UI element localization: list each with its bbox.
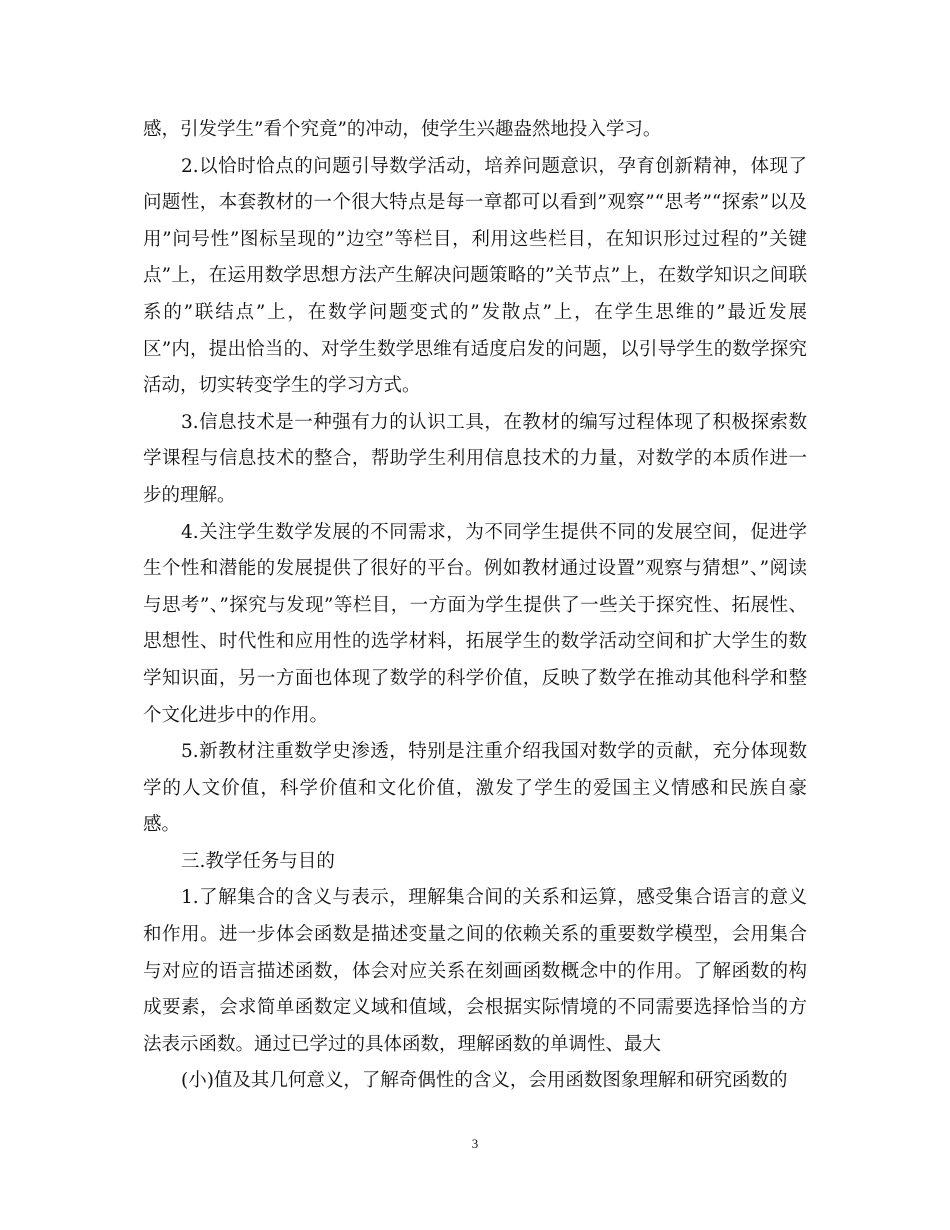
paragraph-item-5: 5.新教材注重数学史渗透，特别是注重介绍我国对数学的贡献，充分体现数学的人文价值，科学价值和文化价值，激发了学生的爱国主义情感和民族自豪感。: [143, 741, 807, 836]
page-body: [143, 112, 807, 1100]
paragraph-item-2: 2.以恰时恰点的问题引导数学活动，培养问题意识，孕育创新精神，体现了问题性，本套教材的一个很大特点是每一章都可以看到”观察”“思考”“探索”以及用”问号性”图标呈现的”边空”等栏目，利用这些栏目，在知识形过过程的”关键点”上，在运用数学思想方法产生解决问题策略的”关节点”上，在数学知识之间联系的”联结点”上，在数学问题变式的”发散点”上，在学生思维的”最近发展区”内，提出恰当的、对学生数学思维有适度启发的问题，以引导学生的数学探究活动，切实转变学生的学习方式。: [143, 155, 807, 397]
paragraph-item-3: 3.信息技术是一种强有力的认识工具，在教材的编写过程体现了积极探索数学课程与信息技术的整合，帮助学生利用信息技术的力量，对数学的本质作进一步的理解。: [143, 411, 807, 506]
page-number: 3: [471, 1136, 479, 1151]
paragraph-goal-1-continued: (小)值及其几何意义，了解奇偶性的含义，会用函数图象理解和研究函数的: [181, 1070, 788, 1092]
paragraph-continuation: 感，引发学生”看个究竟”的冲动，使学生兴趣盎然地投入学习。: [143, 119, 662, 140]
paragraph-goal-1: 1.了解集合的含义与表示，理解集合间的关系和运算，感受集合语言的意义和作用。进一步体会函数是描述变量之间的依赖关系的重要数学模型，会用集合与对应的语言描述函数，体会对应关系在刻画函数概念中的作用。了解函数的构成要素，会求简单函数定义域和值域，会根据实际情境的不同需要选择恰当的方法表示函数。通过已学过的具体函数，理解函数的单调性、最大: [143, 887, 807, 1055]
section-heading: 三.教学任务与目的: [181, 850, 335, 872]
paragraph-item-4: 4.关注学生数学发展的不同需求，为不同学生提供不同的发展空间，促进学生个性和潜能的发展提供了很好的平台。例如教材通过设置”观察与猜想”、”阅读与思考”、”探究与发现”等栏目，一方面为学生提供了一些关于探究性、拓展性、思想性、时代性和应用性的选学材料，拓展学生的数学活动空间和扩大学生的数学知识面，另一方面也体现了数学的科学价值，反映了数学在推动其他科学和整个文化进步中的作用。: [143, 521, 807, 726]
